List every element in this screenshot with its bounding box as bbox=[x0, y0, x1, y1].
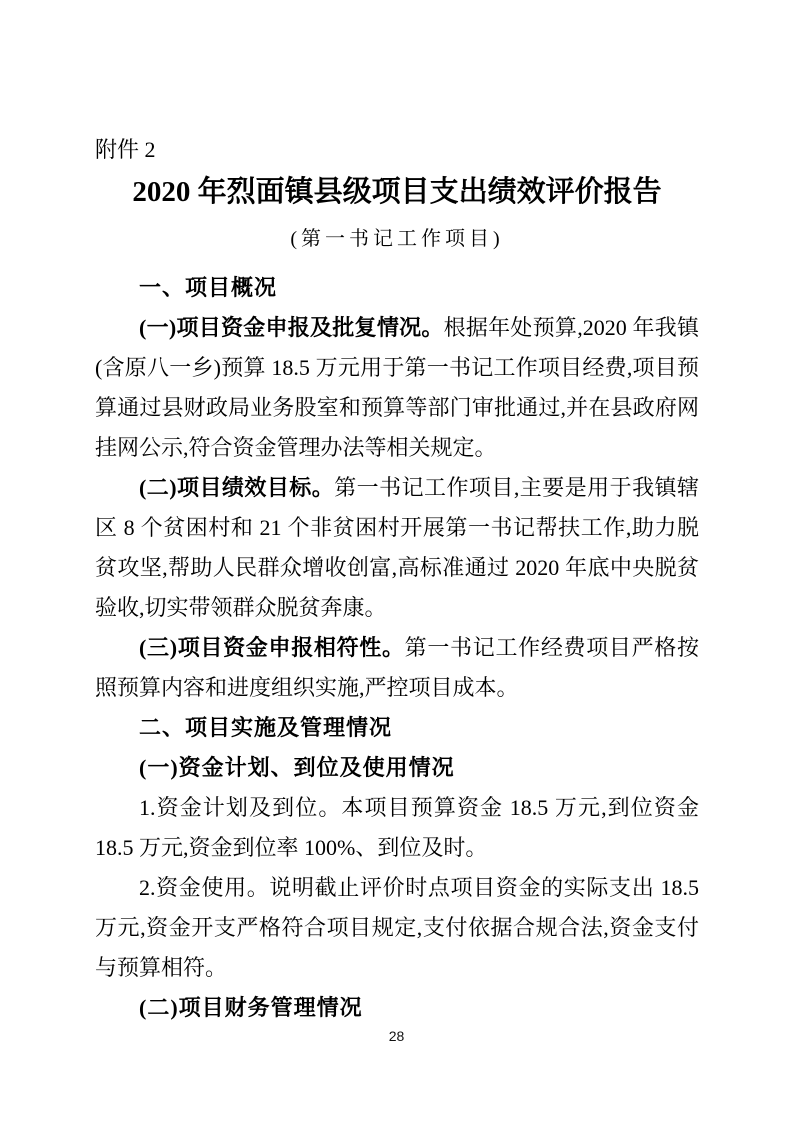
section-heading-implementation: 二、项目实施及管理情况 bbox=[139, 715, 393, 740]
paragraph-fund-usage: 2.资金使用。说明截止评价时点项目资金的实际支出 18.5 万元,资金开支严格符合项目规定,支付依据合规合法,资金支付与预算相符。 bbox=[95, 875, 699, 980]
subsection-heading-finance-mgmt: (二)项目财务管理情况 bbox=[139, 995, 363, 1020]
paragraph-performance-goal bbox=[95, 468, 699, 628]
document-title: 2020 年烈面镇县级项目支出绩效评价报告 bbox=[132, 176, 662, 208]
attachment-label: 附件 2 bbox=[95, 137, 156, 162]
paragraph-fund-application-body: 根据年处预算,2020 年我镇(含原八一乡)预算 18.5 万元用于第一书记工作项目经费,项目预算通过县财政局业务股室和预算等部门审批通过,并在县政府网挂网公示,符合资金管理办法等相关规定。 bbox=[95, 315, 699, 460]
paragraph-fund-application bbox=[95, 308, 699, 468]
paragraph-fund-arrival: 1.资金计划及到位。本项目预算资金 18.5 万元,到位资金 18.5 万元,资金到位率 100%、到位及时。 bbox=[95, 795, 699, 860]
paragraph-fund-application-lead: (一)项目资金申报及批复情况。 bbox=[139, 315, 444, 340]
section-heading-overview: 一、项目概况 bbox=[139, 275, 278, 300]
paragraph-performance-goal-lead: (二)项目绩效目标。 bbox=[139, 475, 335, 500]
paragraph-fund-conformity-body: 第一书记工作经费项目严格按照预算内容和进度组织实施,严控项目成本。 bbox=[95, 635, 699, 700]
paragraph-fund-conformity bbox=[95, 628, 699, 708]
subsection-heading-fund-plan: (一)资金计划、到位及使用情况 bbox=[139, 755, 455, 780]
document-body bbox=[95, 268, 699, 1028]
paragraph-fund-conformity-lead: (三)项目资金申报相符性。 bbox=[139, 635, 405, 660]
paragraph-performance-goal-body: 第一书记工作项目,主要是用于我镇辖区 8 个贫困村和 21 个非贫困村开展第一书记帮扶工作,助力脱贫攻坚,帮助人民群众增收创富,高标准通过 2020 年底中央脱贫验收,切实带领群众脱贫奔康。 bbox=[95, 475, 699, 620]
page-number: 28 bbox=[388, 1028, 405, 1044]
document-subtitle: (第一书记工作项目) bbox=[290, 228, 504, 250]
